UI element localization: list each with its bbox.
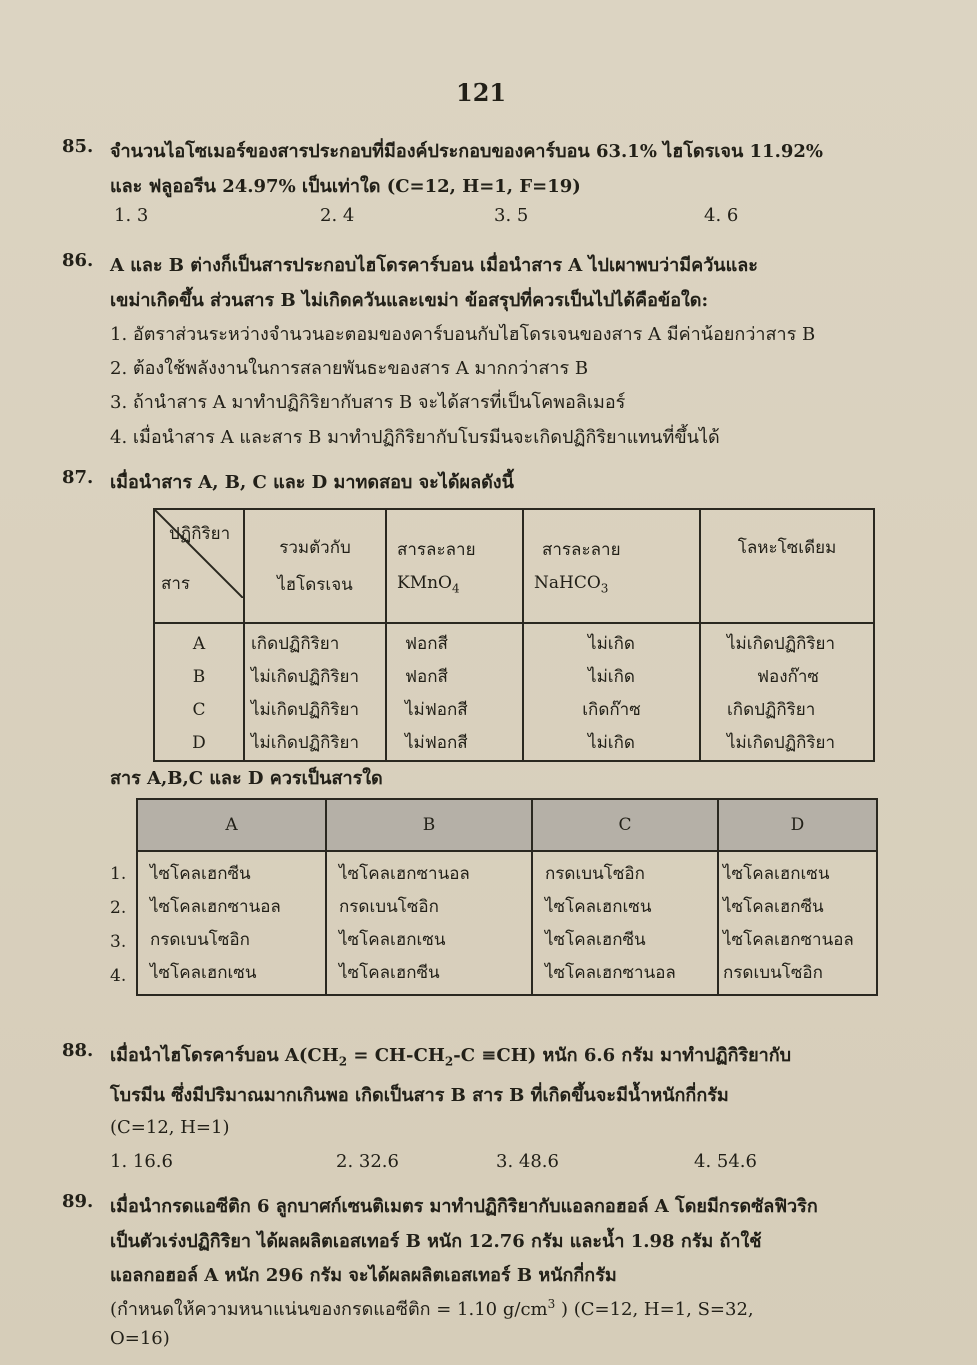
hydrogen-results: เกิดปฏิกิริยา ไม่เกิดปฏิกิริยา ไม่เกิดปฏิกิริยา ไม่เกิดปฏิกิริยา <box>244 623 386 761</box>
choice-3: 3. ถ้านำสาร A มาทำปฏิกิริยากับสาร B จะได้สารที่เป็นโคพอลิเมอร์ <box>110 392 626 413</box>
header-b: B <box>326 799 532 851</box>
choice-4: 4. 54.6 <box>694 1151 757 1172</box>
choice-4: 4. เมื่อนำสาร A และสาร B มาทำปฏิกิริยากับโบรมีนจะเกิดปฏิกิริยาแทนที่ขึ้นได้ <box>110 427 720 448</box>
column-d: ไซโคลเฮกเซน ไซโคลเฮกซีน ไซโคลเฮกซานอล กรดเบนโซอิก <box>718 851 877 995</box>
question-number: 87. <box>62 467 94 488</box>
corner-label-top: ปฏิกิริยา <box>169 524 231 544</box>
row-number: 3. <box>110 932 127 952</box>
question-text-line: เมื่อนำกรดแอซีติก 6 ลูกบาศก์เซนติเมตร มาทำปฏิกิริยากับแอลกอฮอล์ A โดยมีกรดซัลฟิวริก <box>110 1196 818 1217</box>
header-hydrogen: รวมตัวกับ ไฮโดรเจน <box>244 509 386 623</box>
question-number: 88. <box>62 1040 94 1061</box>
sodium-results: ไม่เกิดปฏิกิริยา ฟองก๊าซ เกิดปฏิกิริยา ไม่เกิดปฏิกิริยา <box>700 623 874 761</box>
question-number: 86. <box>62 250 94 271</box>
question-text-line: เมื่อนำสาร A, B, C และ D มาทดสอบ จะได้ผลดังนี้ <box>110 472 514 493</box>
header-a: A <box>137 799 326 851</box>
choice-3: 3. 5 <box>494 205 529 226</box>
column-a: ไซโคลเฮกซีน ไซโคลเฮกซานอล กรดเบนโซอิก ไซโคลเฮกเซน <box>137 851 326 995</box>
row-number: 2. <box>110 898 127 918</box>
kmno4-results: ฟอกสี ฟอกสี ไม่ฟอกสี ไม่ฟอกสี <box>386 623 523 761</box>
choice-2: 2. ต้องใช้พลังงานในการสลายพันธะของสาร A มากกว่าสาร B <box>110 358 589 379</box>
question-text-line: เขม่าเกิดขึ้น ส่วนสาร B ไม่เกิดควันและเขม่า ข้อสรุปที่ควรเป็นไปได้คือข้อใด: <box>110 290 709 311</box>
question-number: 89. <box>62 1191 94 1212</box>
row-number: 4. <box>110 966 127 986</box>
corner-label-bottom: สาร <box>161 574 191 594</box>
corner-header-cell <box>154 509 244 623</box>
question-text-line: A และ B ต่างก็เป็นสารประกอบไฮโดรคาร์บอน เมื่อนำสาร A ไปเผาพบว่ามีควันและ <box>110 255 758 276</box>
question-number: 85. <box>62 136 94 157</box>
answer-choices-table <box>136 798 878 996</box>
choice-2: 2. 32.6 <box>336 1151 399 1172</box>
choice-1: 1. 16.6 <box>110 1151 173 1172</box>
choice-1: 1. 3 <box>114 205 149 226</box>
test-results-table <box>153 508 875 762</box>
question-text-line: สาร A,B,C และ D ควรเป็นสารใด <box>110 768 383 789</box>
header-sodium: โลหะโซเดียม <box>700 509 874 623</box>
header-nahco3: สารละลาย NaHCO$_3$ <box>523 509 700 623</box>
question-text-line: เมื่อนำไฮโดรคาร์บอน $A(CH_2 = CH-CH_2-C \equiv CH)$ หนัก 6.6 กรัม มาทำปฏิกิริยากับ <box>110 1045 792 1069</box>
question-text-line: จำนวนไอโซเมอร์ของสารประกอบที่มีองค์ประกอบของคาร์บอน 63.1% ไฮโดรเจน 11.92% <box>110 141 823 162</box>
question-text-line: เป็นตัวเร่งปฏิกิริยา ได้ผลผลิตเอสเทอร์ B หนัก 12.76 กรัม และน้ำ 1.98 กรัม ถ้าใช้ <box>110 1231 762 1252</box>
question-text-line: และ ฟลูออรีน 24.97% เป็นเท่าใด (C=12, H=1, F=19) <box>110 176 581 197</box>
question-text-line: (C=12, H=1) <box>110 1117 230 1138</box>
header-d: D <box>718 799 877 851</box>
column-b: ไซโคลเฮกซานอล กรดเบนโซอิก ไซโคลเฮกเซน ไซโคลเฮกซีน <box>326 851 532 995</box>
question-text-line: โบรมีน ซึ่งมีปริมาณมากเกินพอ เกิดเป็นสาร B สาร B ที่เกิดขึ้นจะมีน้ำหนักกี่กรัม <box>110 1085 729 1106</box>
substance-column: A B C D <box>154 623 244 761</box>
page-number: 121 <box>456 78 507 107</box>
header-c: C <box>532 799 718 851</box>
question-text-line: แอลกอฮอล์ A หนัก 296 กรัม จะได้ผลผลิตเอสเทอร์ B หนักกี่กรัม <box>110 1265 617 1286</box>
header-kmno4: สารละลาย KMnO$_4$ <box>386 509 523 623</box>
column-c: กรดเบนโซอิก ไซโคลเฮกเซน ไซโคลเฮกซีน ไซโคลเฮกซานอล <box>532 851 718 995</box>
question-text-line: (กำหนดให้ความหนาแน่นของกรดแอซีติก = 1.10 $g/cm^3$ ) (C=12, H=1, S=32, <box>110 1297 754 1320</box>
choice-3: 3. 48.6 <box>496 1151 559 1172</box>
question-text-line: O=16) <box>110 1328 170 1349</box>
row-number: 1. <box>110 864 127 884</box>
choice-1: 1. อัตราส่วนระหว่างจำนวนอะตอมของคาร์บอนกับไฮโดรเจนของสาร A มีค่าน้อยกว่าสาร B <box>110 324 816 345</box>
nahco3-results: ไม่เกิด ไม่เกิด เกิดก๊าซ ไม่เกิด <box>523 623 700 761</box>
choice-2: 2. 4 <box>320 205 355 226</box>
choice-4: 4. 6 <box>704 205 739 226</box>
